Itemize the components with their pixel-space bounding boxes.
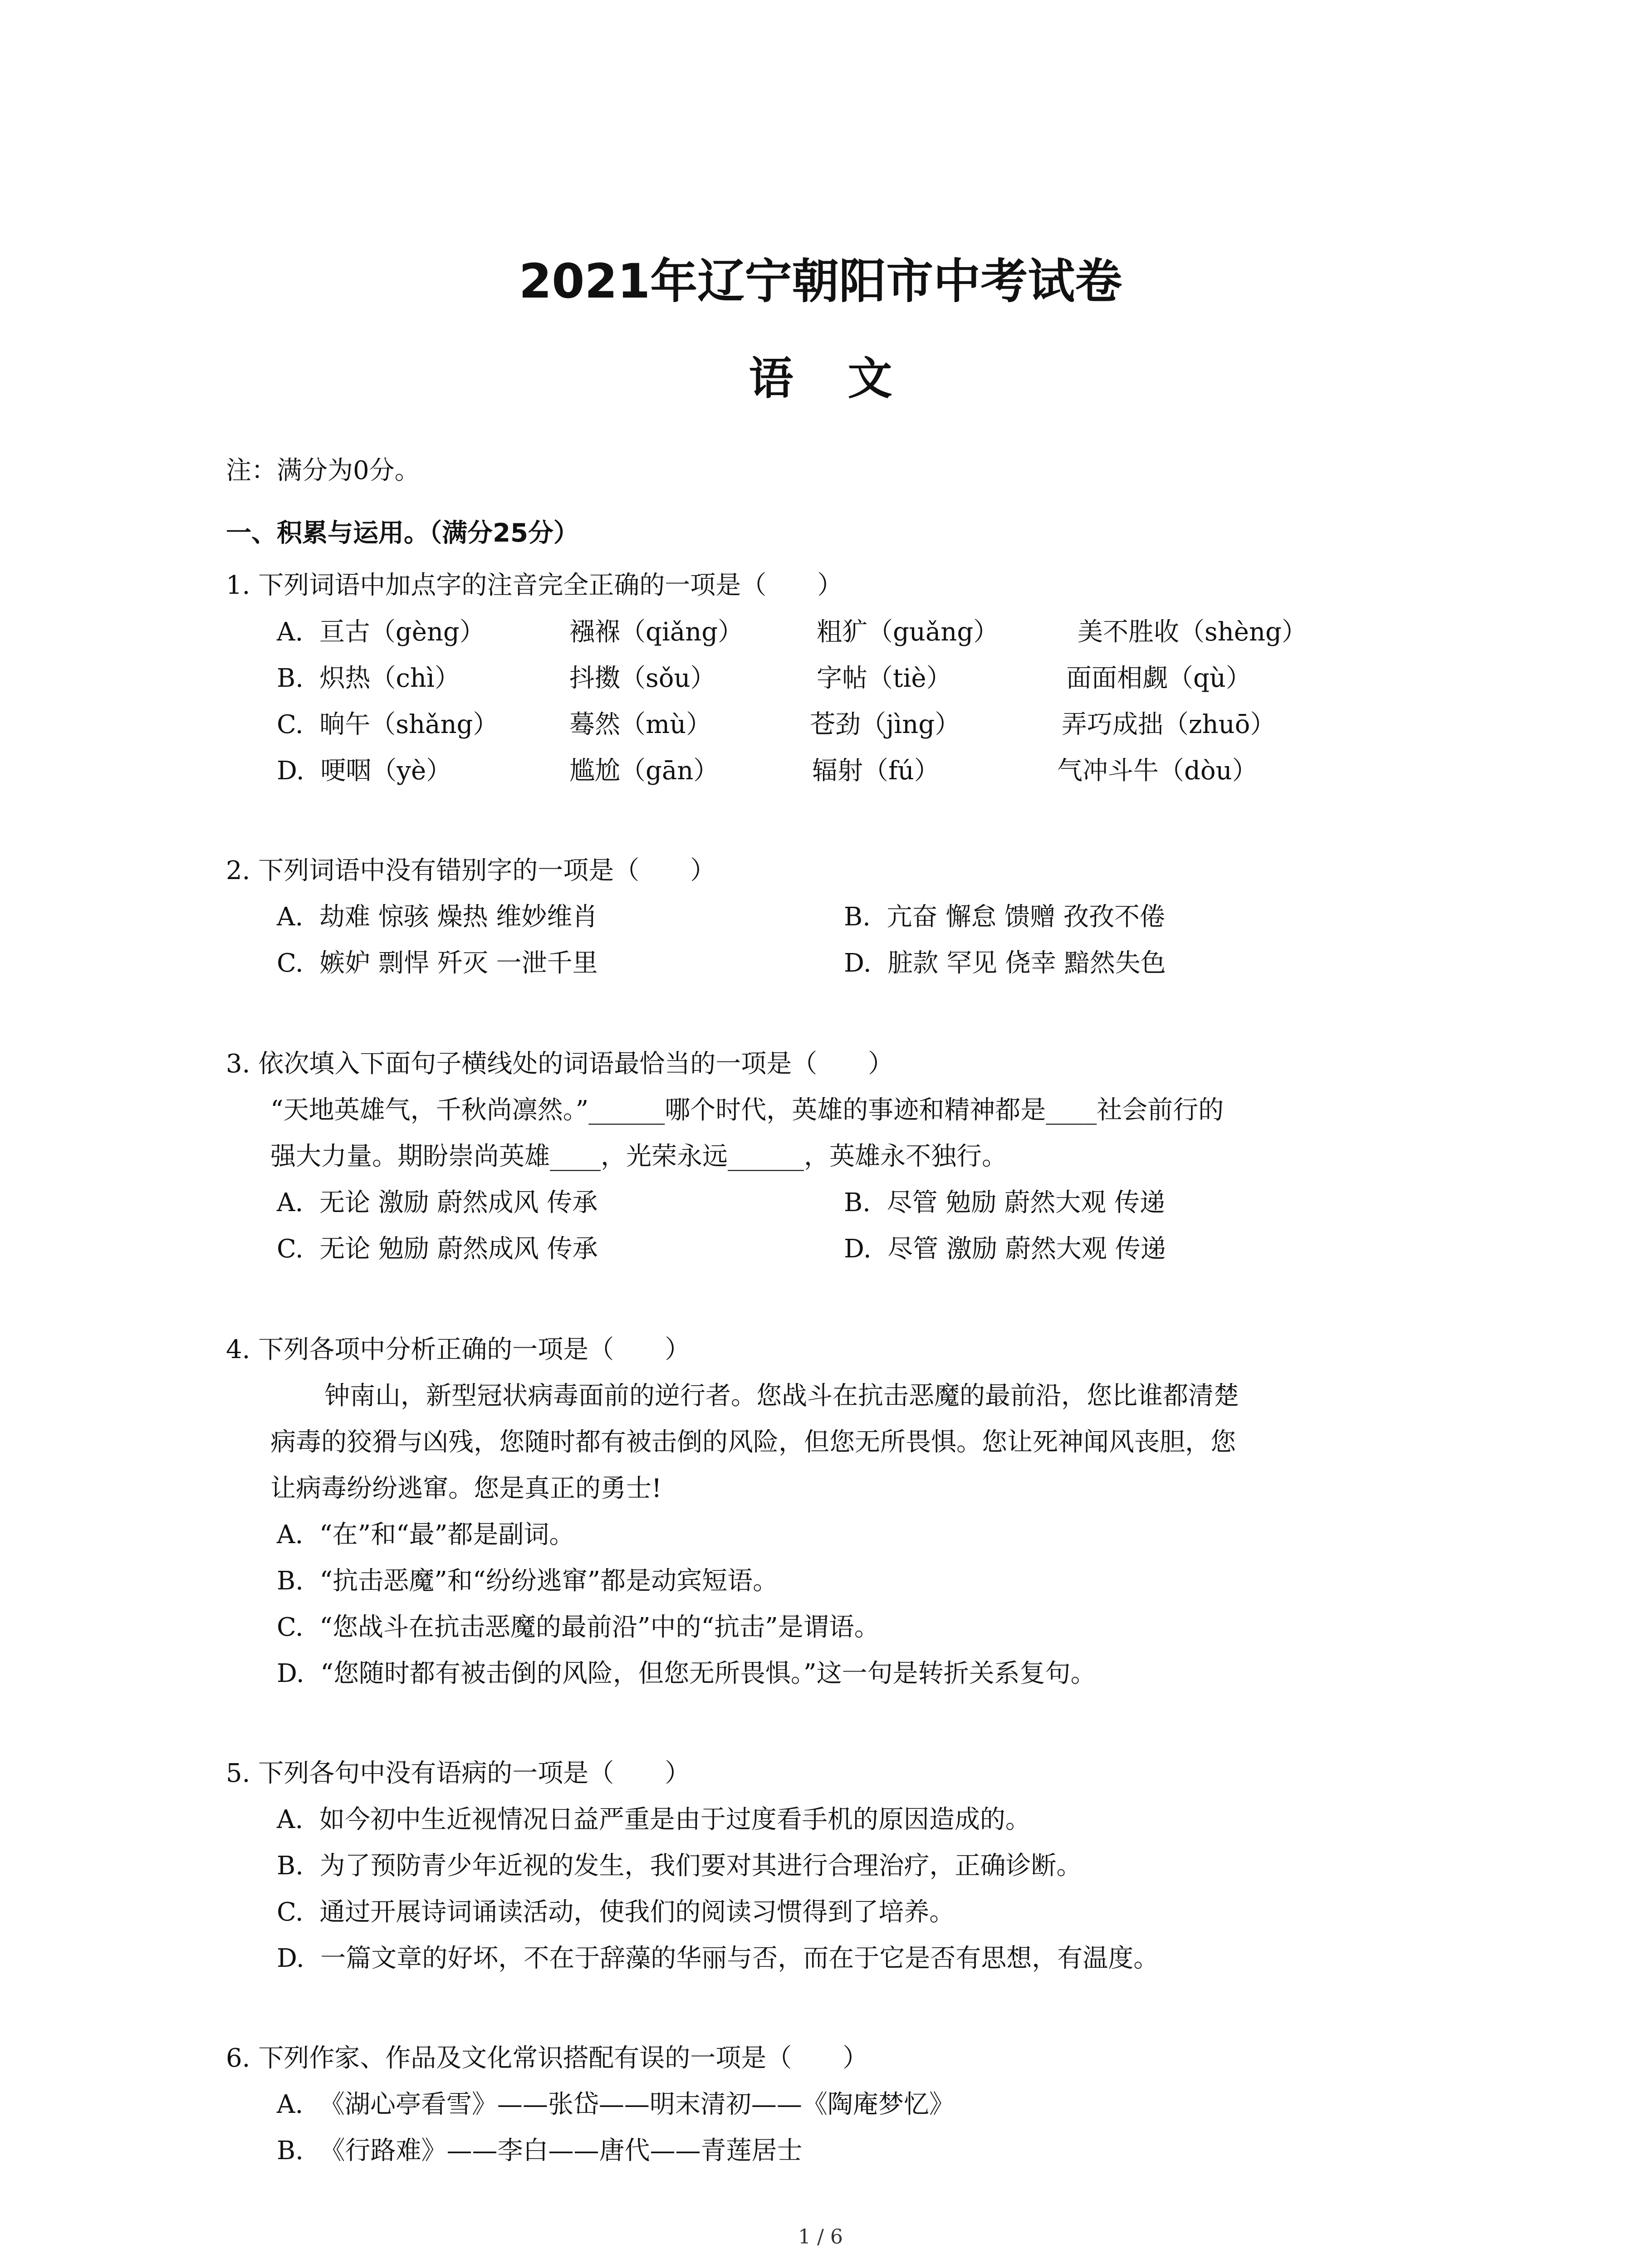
q1-option-a-1: A. 亘古（gèng） [277,617,485,647]
question-3-stem: 3. 依次填入下面句子横线处的词语最恰当的一项是（ ） [226,1049,894,1079]
q6-option-b: B. 《行路难》——李白——唐代——青莲居士 [277,2136,803,2165]
q2-option-b: B. 亢奋 懈怠 馈赠 孜孜不倦 [844,902,1165,932]
q1-option-b-4: 面面相觑（qù） [1066,664,1251,693]
q1-option-b-3: 字帖（tiè） [817,664,952,693]
q2-option-a: A. 劫难 惊骇 燥热 维妙维肖 [277,902,598,932]
q3-passage-line-1: “天地英雄气，千秋尚凛然。”______哪个时代，英雄的事迹和精神都是____社会前行的 [270,1095,1224,1125]
q1-option-b-1: B. 炽热（chì） [277,664,460,693]
section-heading: 一、积累与运用。（满分25分） [226,518,579,548]
q1-option-d-1: D. 哽咽（yè） [277,756,452,786]
q3-option-a: A. 无论 激励 蔚然成风 传承 [277,1188,598,1217]
question-2-stem: 2. 下列词语中没有错别字的一项是（ ） [226,856,716,885]
q4-option-a: A. “在”和“最”都是副词。 [277,1520,575,1549]
q4-option-d: D. “您随时都有被击倒的风险，但您无所畏惧。”这一句是转折关系复句。 [277,1659,1096,1688]
q1-option-d-4: 气冲斗牛（dòu） [1057,756,1258,786]
q3-option-d: D. 尽管 激励 蔚然大观 传递 [844,1234,1166,1264]
q4-option-b: B. “抗击恶魔”和“纷纷逃窜”都是动宾短语。 [277,1566,779,1596]
question-4-stem: 4. 下列各项中分析正确的一项是（ ） [226,1335,691,1364]
q5-option-c: C. 通过开展诗词诵读活动，使我们的阅读习惯得到了培养。 [277,1897,955,1927]
q1-option-a-3: 粗犷（guǎng） [817,617,999,647]
q3-passage-line-2: 强大力量。期盼崇尚英雄____，光荣永远______，英雄永不独行。 [270,1142,1007,1171]
q1-option-c-3: 苍劲（jìng） [810,710,960,739]
q1-option-c-1: C. 晌午（shǎng） [277,710,499,739]
q2-option-c: C. 嫉妒 剽悍 歼灭 一泄千里 [277,948,598,978]
q4-option-c: C. “您战斗在抗击恶魔的最前沿”中的“抗击”是谓语。 [277,1613,880,1642]
q5-option-d: D. 一篇文章的好坏，不在于辞藻的华丽与否，而在于它是否有思想，有温度。 [277,1944,1159,1973]
q4-passage-line-1: 钟南山，新型冠状病毒面前的逆行者。您战斗在抗击恶魔的最前沿，您比谁都清楚 [324,1381,1239,1411]
q5-option-b: B. 为了预防青少年近视的发生，我们要对其进行合理治疗，正确诊断。 [277,1851,1082,1881]
page-number: 1 / 6 [798,2225,843,2248]
question-1-stem: 1. 下列词语中加点字的注音完全正确的一项是（ ） [226,571,843,600]
q1-option-d-3: 辐射（fú） [812,756,940,786]
question-6-stem: 6. 下列作家、作品及文化常识搭配有误的一项是（ ） [226,2043,868,2073]
subject-title: 语文 [749,353,947,405]
question-5-stem: 5. 下列各句中没有语病的一项是（ ） [226,1759,691,1788]
q3-option-b: B. 尽管 勉励 蔚然大观 传递 [844,1188,1165,1217]
q5-option-a: A. 如今初中生近视情况日益严重是由于过度看手机的原因造成的。 [277,1805,1031,1834]
q3-option-c: C. 无论 勉励 蔚然成风 传承 [277,1234,598,1264]
q1-option-c-4: 弄巧成拙（zhuō） [1062,710,1276,739]
q1-option-c-2: 蓦然（mù） [569,710,712,739]
q4-passage-line-3: 让病毒纷纷逃窜。您是真正的勇士! [270,1474,662,1503]
exam-title: 2021年辽宁朝阳市中考试卷 [519,254,1122,309]
q2-option-d: D. 脏款 罕见 侥幸 黯然失色 [844,948,1166,978]
q4-passage-line-2: 病毒的狡猾与凶残，您随时都有被击倒的风险，但您无所畏惧。您让死神闻风丧胆，您 [270,1427,1236,1457]
score-note: 注：满分为0分。 [226,456,420,485]
q1-option-a-2: 襁褓（qiǎng） [569,617,744,647]
q1-option-d-2: 尴尬（gān） [569,756,719,786]
q6-option-a: A. 《湖心亭看雪》——张岱——明末清初——《陶庵梦忆》 [277,2090,955,2119]
q1-option-b-2: 抖擞（sǒu） [569,664,716,693]
q1-option-a-4: 美不胜收（shèng） [1078,617,1307,647]
